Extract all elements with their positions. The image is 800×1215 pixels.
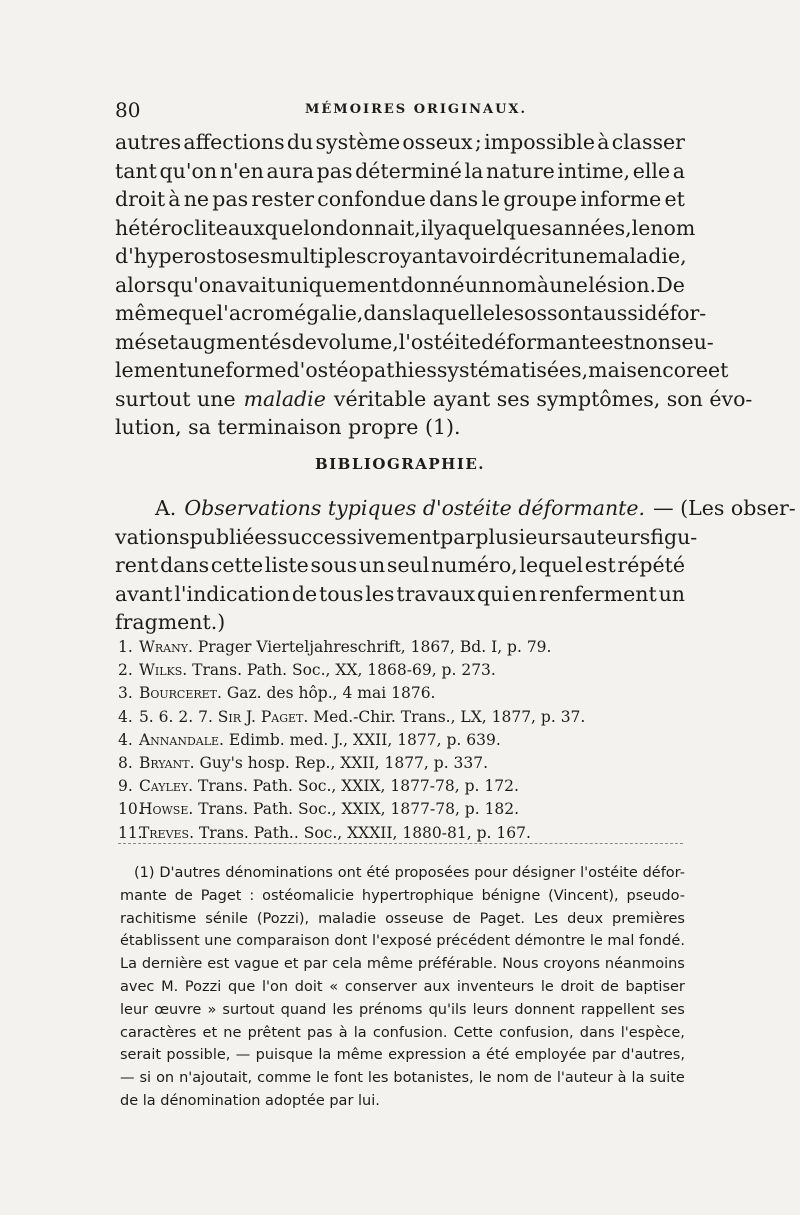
footnote-divider [118, 843, 683, 844]
text-line: tant qu'on n'en aura pas déterminé la nature intime, elle a [115, 158, 685, 183]
reference-author: Howse. [138, 800, 194, 819]
footnote-line: rachitisme sénile (Pozzi), maladie osseuse de Paget. Les deux premières [120, 910, 685, 927]
text-line: lement une forme d'ostéopathies systématisées,mais encore et [115, 358, 729, 382]
reference-item: 2. Wilks. Trans. Path. Soc., XX, 1868-69, p. 273. [118, 661, 496, 680]
footnote-line: serait possible, — puisque la même expression a été employée par d'autres, [120, 1047, 685, 1064]
footnote [120, 862, 685, 1113]
italic-word: maladie [243, 386, 326, 411]
reference-author: Bourceret. [138, 684, 222, 703]
reference-author: Wilks. [138, 661, 188, 680]
bibliography-intro [115, 494, 796, 637]
footnote-line: avec M. Pozzi que l'on doit « conserver aux inventeurs le droit de baptiser [120, 978, 685, 995]
footnote-line: de la dénomination adoptée par lui. [120, 1092, 380, 1109]
text-line: hétéroclite auxquel on donnait, il y a quelques années, le nom [115, 215, 696, 240]
bibliography-heading: BIBLIOGRAPHIE. [314, 455, 486, 473]
reference-author: 5. 6. 2. 7. Sir J. Paget. [138, 707, 309, 726]
text-line: surtout une maladie véritable ayant ses symptômes, son évo- [115, 385, 685, 414]
text-line: même que l'acromégalie,dans laquelle les os sont aussi défor- [115, 301, 707, 325]
reference-author: Annandale. [138, 730, 224, 749]
footnote-line: — si on n'ajoutait, comme le font les botanistes, le nom de l'auteur à la suite [120, 1070, 685, 1087]
running-title: MÉMOIRES ORIGINAUX. [305, 102, 528, 117]
footnote-line: caractères et ne prêtent pas à la confusion. Cette confusion, dans l'espèce, [120, 1024, 685, 1041]
reference-item: 3. Bourceret. Gaz. des hôp., 4 mai 1876. [118, 684, 436, 703]
running-head [115, 98, 685, 126]
text-line: alors qu'on avait uniquement donné un nom à une lésion. De [115, 272, 685, 297]
text-line: més et augmentés de volume,l'ostéite déformante est non seu- [115, 329, 714, 354]
section-title: Observations typiques d'ostéite déformante. [184, 496, 646, 520]
reference-list [118, 636, 678, 845]
footnote-line: La dernière est vague et par cela même préférable. Nous croyons néanmoins [120, 956, 685, 973]
footnote-line: mante de Paget : ostéomalicie hypertrophique bénigne (Vincent), pseudo- [120, 887, 685, 904]
reference-author: Treves. [138, 823, 195, 842]
reference-author: Bryant. [138, 754, 195, 773]
footnote-line: (1) D'autres dénominations ont été proposées pour désigner l'ostéite défor- [134, 865, 685, 881]
footnote-line: leur œuvre » surtout quand les prénoms qu'ils leurs donnent rappellent ses [120, 1001, 685, 1018]
text-line: A. Observations typiques d'ostéite déformante. — (Les obser- [115, 494, 685, 523]
text-line: vations publiées successivement par plusieurs auteurs figu- [115, 524, 698, 549]
text-line: lution, sa terminaison propre (1). [115, 415, 461, 439]
text-line: rent dans cette liste sous un seul numéro, lequel est répété [115, 553, 685, 577]
reference-item: 4. 5. 6. 2. 7. Sir J. Paget. Med.-Chir. Trans., LX, 1877, p. 37. [118, 707, 586, 726]
reference-item: 1. Wrany. Prager Vierteljahreschrift, 1867, Bd. I, p. 79. [118, 638, 552, 656]
text-line: avant l'indication de tous les travaux qui en renferment un [115, 581, 685, 606]
page-number: 80 [115, 98, 141, 122]
text-line: fragment.) [115, 610, 226, 634]
reference-item: 8. Bryant. Guy's hosp. Rep., XXII, 1877, p. 337. [118, 754, 489, 773]
text-line: droit à ne pas rester confondue dans le groupe informe et [115, 187, 685, 211]
footnote-line: établissent une comparaison dont l'exposé précédent démontre le mal fondé. [120, 933, 685, 950]
reference-author: Cayley. [138, 777, 194, 796]
reference-item: 4. Annandale. Edimb. med. J., XXII, 1877, p. 639. [118, 730, 501, 749]
text-line: autres affections du système osseux ; impossible à classer [115, 130, 685, 154]
text-line: d'hyperostoses multiples croyant avoir décrit une maladie, [115, 244, 687, 268]
main-paragraph [115, 128, 753, 442]
reference-item: 10. Howse. Trans. Path. Soc., XXIX, 1877-78, p. 182. [118, 800, 520, 819]
reference-item: 11. Treves. Trans. Path.. Soc., XXXII, 1880-81, p. 167. [118, 823, 531, 842]
reference-author: Wrany. [138, 638, 193, 656]
reference-item: 9. Cayley. Trans. Path. Soc., XXIX, 1877-78, p. 172. [118, 777, 519, 796]
